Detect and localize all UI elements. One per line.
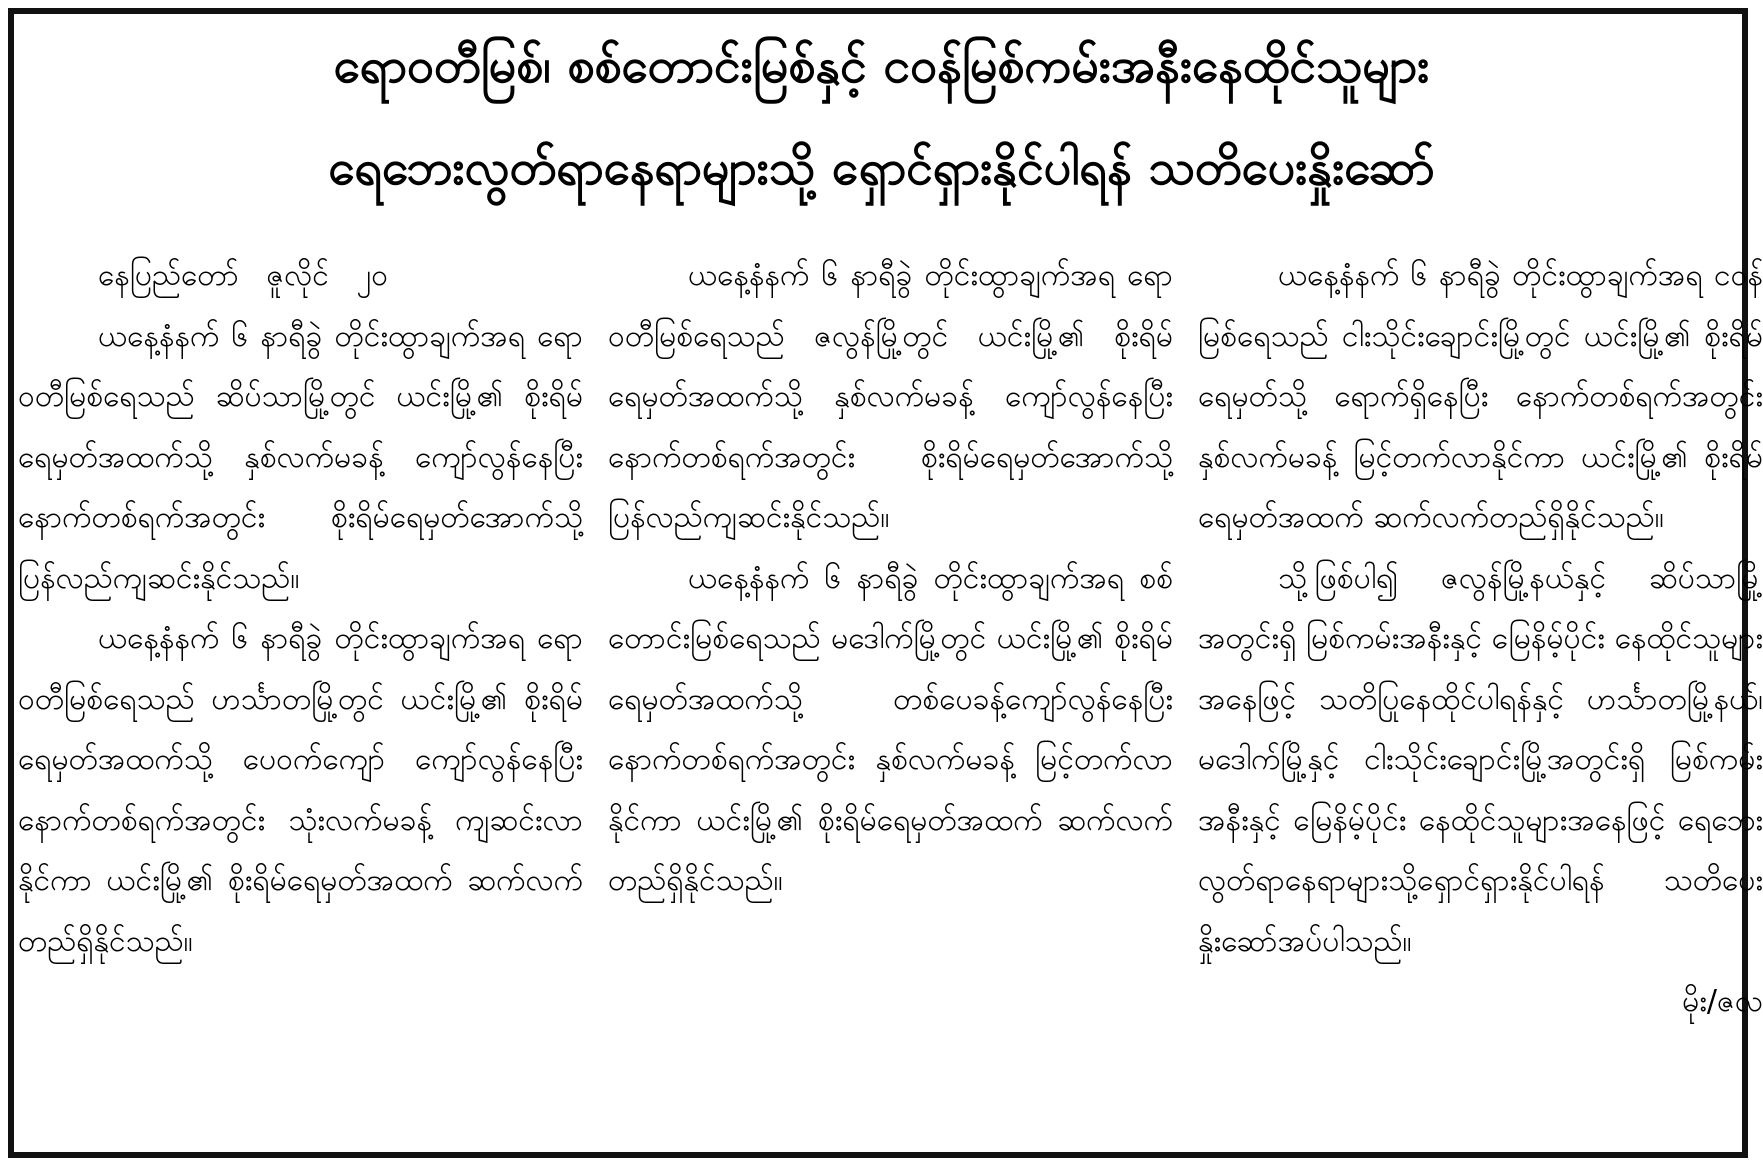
paragraph-4: ယနေ့နံနက် ၆ နာရီခွဲ တိုင်းထွာချက်အရ စစ်တောင်းမြစ်ရေသည် မဒေါက်မြို့တွင် ယင်းမြို့၏ စိုးရိမ်ရေမှတ်အထက်သို့ တစ်ပေခန့်ကျော်လွန်နေပြီး နောက်တစ်ရက်အတွင်း နှစ်လက်မခန့် မြင့်တက်လာနိုင်ကာ ယင်းမြို့၏ စိုးရိမ်ရေမှတ်အထက် ဆက်လက်တည်ရှိနိုင်သည်။ (608, 560, 1173, 898)
paragraph-1: ယနေ့နံနက် ၆ နာရီခွဲ တိုင်းထွာချက်အရ ရောဝတီမြစ်ရေသည် ဆိပ်သာမြို့တွင် ယင်းမြို့၏ စိုးရိမ်ရေမှတ်အထက်သို့ နှစ်လက်မခန့် ကျော်လွန်နေပြီး နောက်တစ်ရက်အတွင်း စိုးရိမ်ရေမှတ်အောက်သို့ ပြန်လည်ကျဆင်းနိုင်သည်။ (18, 318, 583, 596)
signoff: မိုး/ဇလ (1682, 984, 1763, 1019)
headline-line-1: ရောဝတီမြစ်၊ စစ်တောင်းမြစ်နှင့် ငဝန်မြစ်ကမ်းအနီးနေထိုင်သူများ (333, 38, 1430, 94)
headline-line-2: ရေဘေးလွတ်ရာနေရာများသို့ ရှောင်ရှားနိုင်ပါရန် သတိပေးနှိုးဆော် (328, 140, 1435, 196)
paragraph-2: ယနေ့နံနက် ၆ နာရီခွဲ တိုင်းထွာချက်အရ ရောဝတီမြစ်ရေသည် ဟင်္သာတမြို့တွင် ယင်းမြို့၏ စိုးရိမ်ရေမှတ်အထက်သို့ ပေဝက်ကျော် ကျော်လွန်နေပြီး နောက်တစ်ရက်အတွင်း သုံးလက်မခန့် ကျဆင်းလာနိုင်ကာ ယင်းမြို့၏ စိုးရိမ်ရေမှတ်အထက် ဆက်လက်တည်ရှိနိုင်သည်။ (18, 621, 583, 959)
column-3 (1198, 246, 1763, 1033)
paragraph-6: သို့ဖြစ်ပါ၍ ဇလွန်မြို့နယ်နှင့် ဆိပ်သာမြို့အတွင်းရှိ မြစ်ကမ်းအနီးနှင့် မြေနိမ့်ပိုင်း နေထိုင်သူများအနေဖြင့် သတိပြုနေထိုင်ပါရန်နှင့် ဟင်္သာတမြို့နယ်၊ မဒေါက်မြို့နှင့် ငါးသိုင်းချောင်းမြို့အတွင်းရှိ မြစ်ကမ်းအနီးနှင့် မြေနိမ့်ပိုင်း နေထိုင်သူများအနေဖြင့် ရေဘေးလွတ်ရာနေရာများသို့ရှောင်ရှားနိုင်ပါရန် သတိပေးနှိုးဆော်အပ်ပါသည်။ (1198, 560, 1763, 959)
paragraph-3: ယနေ့နံနက် ၆ နာရီခွဲ တိုင်းထွာချက်အရ ရောဝတီမြစ်ရေသည် ဇလွန်မြို့တွင် ယင်းမြို့၏ စိုးရိမ်ရေမှတ်အထက်သို့ နှစ်လက်မခန့် ကျော်လွန်နေပြီး နောက်တစ်ရက်အတွင်း စိုးရိမ်ရေမှတ်အောက်သို့ ပြန်လည်ကျဆင်းနိုင်သည်။ (608, 258, 1173, 535)
column-1 (18, 246, 583, 972)
paragraph-5: ယနေ့နံနက် ၆ နာရီခွဲ တိုင်းထွာချက်အရ ငဝန်မြစ်ရေသည် ငါးသိုင်းချောင်းမြို့တွင် ယင်းမြို့၏ စိုးရိမ်ရေမှတ်သို့ ရောက်ရှိနေပြီး နောက်တစ်ရက်အတွင်း နှစ်လက်မခန့် မြင့်တက်လာနိုင်ကာ ယင်းမြို့၏ စိုးရိမ်ရေမှတ်အထက် ဆက်လက်တည်ရှိနိုင်သည်။ (1198, 258, 1763, 535)
dateline: နေပြည်တော် ဇူလိုင် ၂၀ (98, 258, 389, 293)
column-2 (608, 246, 1173, 912)
